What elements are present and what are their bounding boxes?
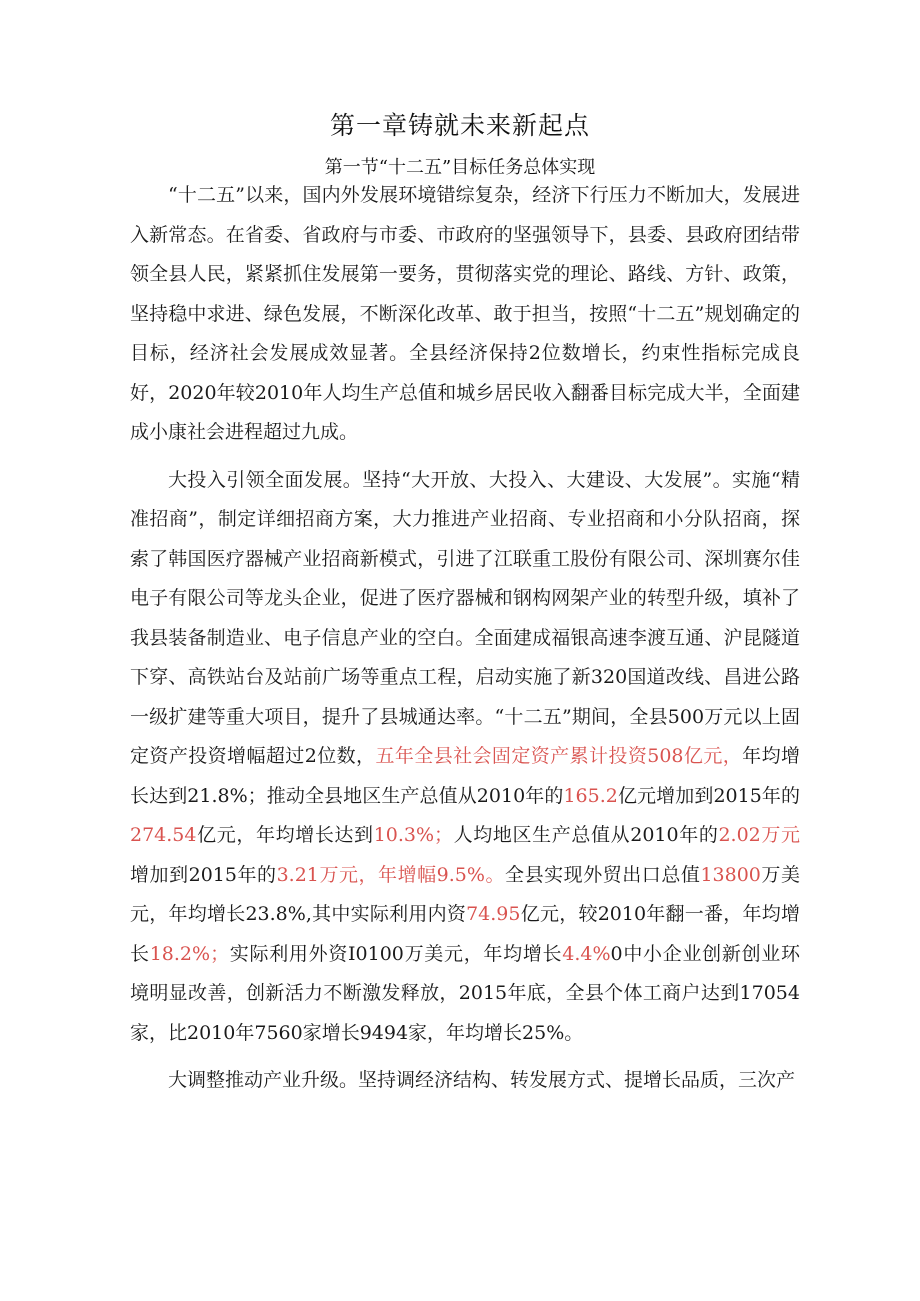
text-segment: 0中小企业创新创业环境明显改善，创新活力不断激发释放，2015年底，全县个体工商户达到17054家，比2010年7560家增长9494家，年均增长25%。: [130, 942, 800, 1044]
highlighted-text: 274.54: [130, 824, 197, 846]
text-segment: 全县实现外贸出口总值: [505, 863, 701, 886]
text-segment: 万美元，年均增长23.8%,其中实际利用内资: [130, 863, 800, 925]
highlighted-text: 18.2%；: [149, 942, 230, 965]
highlighted-text: 165.2: [563, 784, 618, 807]
chapter-title: 第一章铸就未来新起点: [329, 111, 590, 140]
text-segment: 大投入引领全面发展。坚持“大开放、大投入、大建设、大发展”。实施“精准招商”，制定详细招商方案，大力推进产业招商、专业招商和小分队招商，探索了韩国医疗器械产业招商新模式，引进了江联重工股份有限公司、深圳赛尔佳电子有限公司等龙头企业，促进了医疗器械和钢构网架产业的转型升级，填补了我县装备制造业、电子信息产业的空白。全面建成福银高速李渡互通、沪昆隧道下穿、高铁站台及站前广场等重点工程，启动实施了新320国道改线、昌进公路一级扩建等重大项目，提升了县城通达率。“十二五”期间，全县500万元以上固定资产投资增幅超过2位数，: [130, 468, 800, 767]
highlighted-text: 2.02万元: [718, 824, 800, 846]
highlighted-text: 74.95: [466, 903, 521, 925]
text-segment: 亿元，年均增长达到: [196, 824, 374, 846]
text-segment: 亿元，较2010年翻一番，年均增长: [130, 903, 800, 965]
highlighted-text: 13800: [700, 863, 761, 886]
highlighted-text: 3.21万元，年增幅9.5%。: [276, 863, 506, 886]
highlighted-text: 10.3%；: [373, 824, 454, 846]
text-segment: 增加到2015年的: [130, 863, 277, 886]
text-segment: 大调整推动产业升级。坚持调经济结构、转发展方式、提增长品质，三次产: [168, 1069, 796, 1091]
text-segment: 实际利用外资I0100万美元，年均增长: [229, 942, 563, 965]
text-segment: 年均增长达到21.8%；推动全县地区生产总值从2010年的: [130, 745, 800, 807]
text-segment: 亿元增加到2015年的: [617, 784, 801, 807]
section-title: 第一节“十二五”目标任务总体实现: [324, 157, 596, 178]
highlighted-text: 五年全县社会固定资产累计投资508亿元，: [375, 745, 743, 767]
paragraph: [130, 176, 800, 453]
paragraph: [130, 461, 800, 1054]
paragraph: [130, 1061, 800, 1101]
text-segment: “十二五”以来，国内外发展环境错综复杂，经济下行压力不断加大，发展进入新常态。在省委、省政府与市委、市政府的坚强领导下，县委、县政府团结带领全县人民，紧紧抓住发展第一要务，贯彻落实党的理论、路线、方针、政策，坚持稳中求进、绿色发展，不断深化改革、敢于担当，按照“十二五”规划确定的目标，经济社会发展成效显著。全县经济保持2位数增长，约束性指标完成良好，2020年较2010年人均生产总值和城乡居民收入翻番目标完成大半，全面建成小康社会进程超过九成。: [130, 184, 800, 443]
highlighted-text: 4.4%: [562, 942, 611, 965]
text-segment: 人均地区生产总值从2010年的: [453, 824, 719, 846]
body-text: [130, 176, 800, 1109]
